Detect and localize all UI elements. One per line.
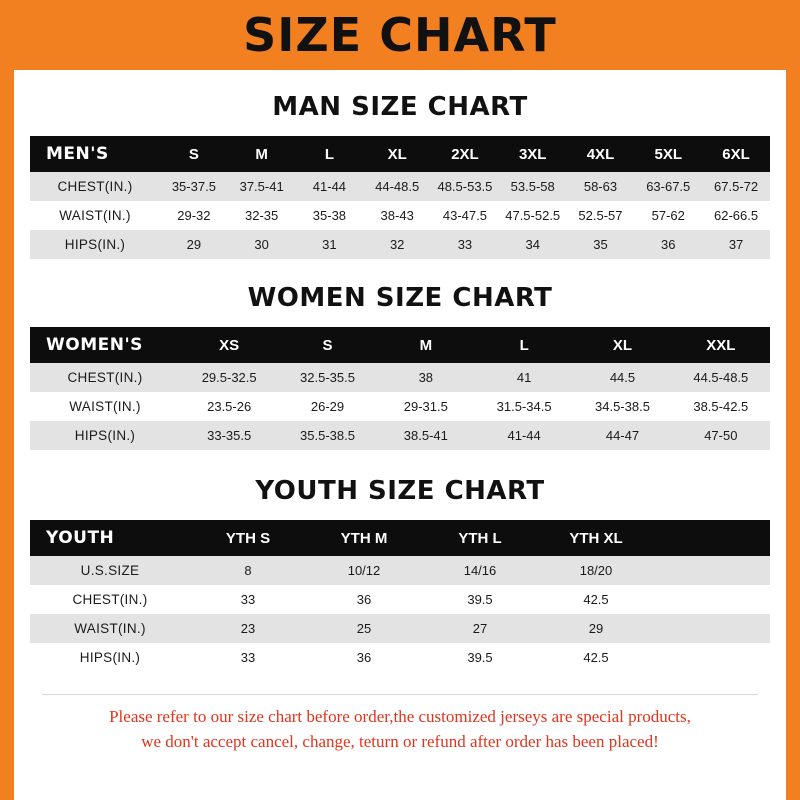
- table-cell: 41-44: [296, 172, 364, 201]
- table-cell: 44-48.5: [363, 172, 431, 201]
- table-cell: 31: [296, 230, 364, 259]
- table-cell: 23: [190, 614, 306, 643]
- table-cell: 41-44: [475, 421, 573, 450]
- table-row: [30, 392, 770, 421]
- table-cell: 36: [306, 643, 422, 672]
- table-cell: 41: [475, 363, 573, 392]
- table-cell: [654, 556, 770, 585]
- table-row: [30, 230, 770, 259]
- table-cell: [654, 614, 770, 643]
- table-cell: 37: [702, 230, 770, 259]
- table-header-row: [30, 520, 770, 556]
- section-title-man: MAN SIZE CHART: [272, 92, 528, 122]
- row-label: CHEST(IN.): [30, 172, 160, 201]
- table-cell: 36: [306, 585, 422, 614]
- table-cell: 43-47.5: [431, 201, 499, 230]
- table-cell: 35.5-38.5: [278, 421, 376, 450]
- column-header: 6XL: [702, 136, 770, 172]
- table-cell: 32: [363, 230, 431, 259]
- table-cell: [654, 585, 770, 614]
- man-size-table: [30, 136, 770, 259]
- table-cell: 33: [190, 643, 306, 672]
- table-cell: 34.5-38.5: [573, 392, 671, 421]
- table-cell: 48.5-53.5: [431, 172, 499, 201]
- table-header-row: [30, 136, 770, 172]
- table-cell: 38-43: [363, 201, 431, 230]
- table-row: [30, 556, 770, 585]
- table-cell: 27: [422, 614, 538, 643]
- footer-note-line-2: we don't accept cancel, change, teturn or refund after order has been placed!: [141, 731, 659, 751]
- column-header: XXL: [672, 327, 770, 363]
- women-size-table: [30, 327, 770, 450]
- table-cell: 26-29: [278, 392, 376, 421]
- section-title-youth: YOUTH SIZE CHART: [255, 476, 545, 506]
- table-cell: 29.5-32.5: [180, 363, 278, 392]
- footer-note-line-1: Please refer to our size chart before order,the customized jerseys are special products,: [109, 707, 691, 726]
- table-cell: 62-66.5: [702, 201, 770, 230]
- table-row: [30, 643, 770, 672]
- section-title-women: WOMEN SIZE CHART: [247, 283, 553, 313]
- column-header: 4XL: [567, 136, 635, 172]
- table-cell: 63-67.5: [634, 172, 702, 201]
- table-cell: 36: [634, 230, 702, 259]
- row-label: HIPS(IN.): [30, 230, 160, 259]
- row-label: WAIST(IN.): [30, 392, 180, 421]
- column-header: 3XL: [499, 136, 567, 172]
- table-cell: 30: [228, 230, 296, 259]
- table-cell: [654, 643, 770, 672]
- table-row: [30, 172, 770, 201]
- row-label: HIPS(IN.): [30, 421, 180, 450]
- table-cell: 53.5-58: [499, 172, 567, 201]
- column-header: S: [160, 136, 228, 172]
- column-header: XL: [363, 136, 431, 172]
- table-cell: 35-37.5: [160, 172, 228, 201]
- table-cell: 33: [190, 585, 306, 614]
- table-cell: 29: [160, 230, 228, 259]
- table-cell: 33-35.5: [180, 421, 278, 450]
- table-cell: 14/16: [422, 556, 538, 585]
- row-label: WAIST(IN.): [30, 614, 190, 643]
- column-header: [654, 520, 770, 556]
- table-cell: 25: [306, 614, 422, 643]
- table-cell: 38.5-41: [377, 421, 475, 450]
- table-cell: 39.5: [422, 585, 538, 614]
- table-cell: 47.5-52.5: [499, 201, 567, 230]
- table-cell: 57-62: [634, 201, 702, 230]
- table-row: [30, 363, 770, 392]
- table-cell: 33: [431, 230, 499, 259]
- column-header: M: [228, 136, 296, 172]
- table-cell: 31.5-34.5: [475, 392, 573, 421]
- row-label: U.S.SIZE: [30, 556, 190, 585]
- table-cell: 42.5: [538, 643, 654, 672]
- table-cell: 29-31.5: [377, 392, 475, 421]
- column-header: XL: [573, 327, 671, 363]
- column-header: YOUTH: [30, 520, 190, 556]
- table-header-row: [30, 327, 770, 363]
- youth-size-table: [30, 520, 770, 672]
- column-header: YTH XL: [538, 520, 654, 556]
- table-cell: 37.5-41: [228, 172, 296, 201]
- banner: [0, 0, 800, 70]
- column-header: 2XL: [431, 136, 499, 172]
- table-cell: 29: [538, 614, 654, 643]
- table-cell: 35-38: [296, 201, 364, 230]
- table-cell: 52.5-57: [567, 201, 635, 230]
- table-cell: 23.5-26: [180, 392, 278, 421]
- table-cell: 39.5: [422, 643, 538, 672]
- content: [14, 92, 786, 754]
- table-cell: 42.5: [538, 585, 654, 614]
- table-cell: 47-50: [672, 421, 770, 450]
- table-cell: 35: [567, 230, 635, 259]
- column-header: M: [377, 327, 475, 363]
- column-header: S: [278, 327, 376, 363]
- table-row: [30, 585, 770, 614]
- table-cell: 32-35: [228, 201, 296, 230]
- row-label: CHEST(IN.): [30, 363, 180, 392]
- footer-note: [42, 694, 758, 754]
- table-cell: 8: [190, 556, 306, 585]
- table-cell: 38.5-42.5: [672, 392, 770, 421]
- column-header: YTH L: [422, 520, 538, 556]
- table-cell: 38: [377, 363, 475, 392]
- column-header: YTH S: [190, 520, 306, 556]
- column-header: MEN'S: [30, 136, 160, 172]
- table-cell: 67.5-72: [702, 172, 770, 201]
- table-row: [30, 421, 770, 450]
- row-label: WAIST(IN.): [30, 201, 160, 230]
- table-cell: 29-32: [160, 201, 228, 230]
- row-label: CHEST(IN.): [30, 585, 190, 614]
- table-cell: 34: [499, 230, 567, 259]
- column-header: WOMEN'S: [30, 327, 180, 363]
- column-header: XS: [180, 327, 278, 363]
- table-cell: 32.5-35.5: [278, 363, 376, 392]
- table-cell: 44.5: [573, 363, 671, 392]
- table-row: [30, 614, 770, 643]
- table-cell: 18/20: [538, 556, 654, 585]
- page-title: SIZE CHART: [243, 8, 557, 62]
- column-header: L: [296, 136, 364, 172]
- column-header: YTH M: [306, 520, 422, 556]
- table-row: [30, 201, 770, 230]
- column-header: L: [475, 327, 573, 363]
- table-cell: 10/12: [306, 556, 422, 585]
- table-cell: 44.5-48.5: [672, 363, 770, 392]
- row-label: HIPS(IN.): [30, 643, 190, 672]
- table-cell: 44-47: [573, 421, 671, 450]
- column-header: 5XL: [634, 136, 702, 172]
- table-cell: 58-63: [567, 172, 635, 201]
